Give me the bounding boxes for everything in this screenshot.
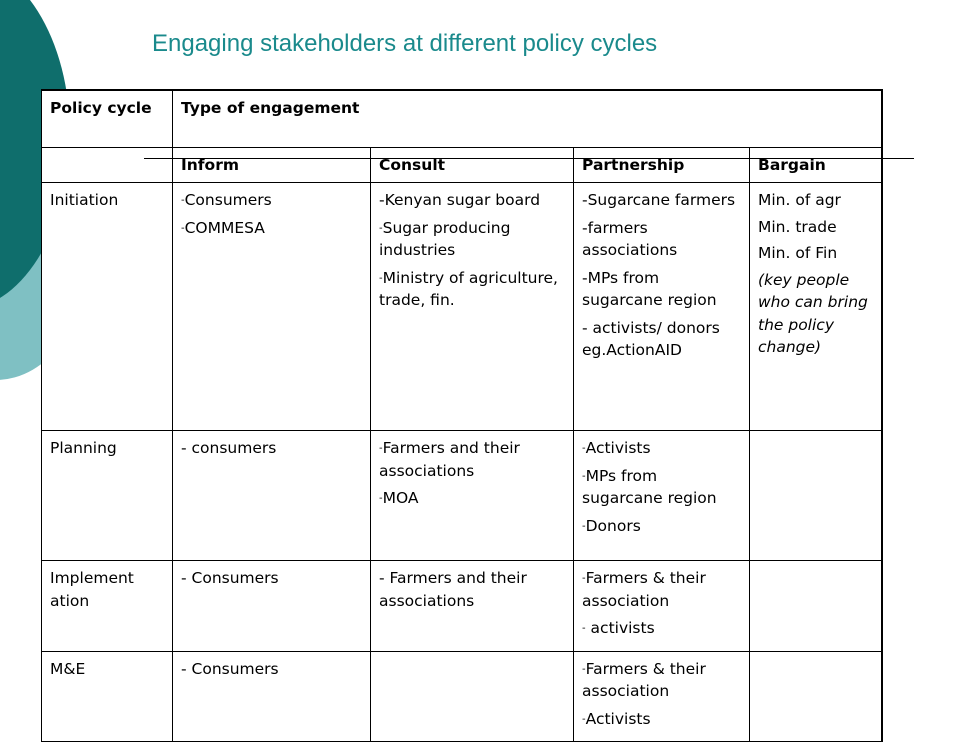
- bullet-dash: -: [379, 272, 383, 284]
- inform-cell: [173, 651, 371, 741]
- bullet-dash: -: [582, 443, 586, 455]
- header-row-main: [42, 90, 882, 148]
- bullet-dash: -: [582, 573, 586, 585]
- table-row-initiation: [42, 183, 882, 431]
- stakeholder-table: [41, 89, 883, 742]
- bullet-dash: -: [582, 663, 586, 675]
- inform-cell: [173, 183, 371, 431]
- consult-cell: [371, 183, 574, 431]
- list-item: -Donors: [582, 516, 641, 535]
- partnership-cell: [574, 431, 750, 561]
- slide-title: Engaging stakeholders at different policy cycles: [152, 30, 658, 57]
- list-item: -Ministry of agriculture, trade, fin.: [379, 268, 558, 310]
- list-item: -Activists: [582, 439, 651, 458]
- list-item: Min. of Fin: [758, 244, 838, 263]
- bullet-dash: -: [181, 195, 185, 207]
- header-row-columns: [42, 148, 882, 183]
- list-item: Min. trade: [758, 217, 837, 236]
- list-item: -Farmers and their associations: [379, 439, 520, 480]
- list-item: -Kenyan sugar board: [379, 191, 541, 210]
- bargain-cell: [750, 183, 882, 431]
- consult-cell: [371, 431, 574, 561]
- list-item: -Farmers & their association: [582, 659, 706, 701]
- consult-cell: [371, 651, 574, 741]
- partnership-cell: [574, 561, 750, 651]
- list-item: -Activists: [582, 709, 651, 728]
- list-item: Min. of agr: [758, 191, 841, 210]
- cycle-cell: Planning: [42, 431, 173, 561]
- bullet-dash: -: [379, 493, 383, 505]
- bargain-cell: [750, 561, 882, 651]
- bullet-dash: -: [582, 470, 586, 482]
- table-row-implementation: [42, 561, 882, 651]
- cycle-cell: M&E: [42, 651, 173, 741]
- header-divider-line: [144, 158, 914, 159]
- bullet-dash: -: [379, 443, 383, 455]
- list-item: -COMMESA: [181, 218, 265, 237]
- table-row-planning: [42, 431, 882, 561]
- list-item: - activists: [582, 619, 655, 638]
- list-item: - Farmers and their associations: [379, 569, 527, 610]
- cycle-cell: Implement ation: [42, 561, 173, 651]
- inform-cell: [173, 431, 371, 561]
- list-item: -Consumers: [181, 191, 272, 210]
- bargain-cell: [750, 651, 882, 741]
- consult-cell: [371, 561, 574, 651]
- header-empty-cell: [42, 148, 173, 183]
- inform-cell: [173, 561, 371, 651]
- partnership-cell: [574, 651, 750, 741]
- list-item: - consumers: [181, 439, 277, 458]
- header-consult: Consult: [371, 148, 574, 183]
- list-item: -MPs from sugarcane region: [582, 268, 717, 310]
- list-item-note: (key people who can bring the policy change): [758, 270, 868, 357]
- bullet-dash: -: [582, 623, 586, 635]
- list-item: -MOA: [379, 489, 419, 508]
- list-item: -MPs from sugarcane region: [582, 466, 717, 508]
- list-item: - Consumers: [181, 659, 279, 678]
- bullet-dash: -: [379, 222, 383, 234]
- cycle-cell: Initiation: [42, 183, 173, 431]
- list-item: -farmers associations: [582, 218, 678, 260]
- header-bargain: Bargain: [750, 148, 882, 183]
- list-item: -Sugarcane farmers: [582, 191, 736, 210]
- table-row-me: [42, 651, 882, 741]
- partnership-cell: [574, 183, 750, 431]
- header-policy-cycle: Policy cycle: [42, 90, 173, 148]
- list-item: -Farmers & their association: [582, 569, 706, 610]
- header-type-of-engagement: Type of engagement: [173, 90, 882, 148]
- bargain-cell: [750, 431, 882, 561]
- list-item: -Sugar producing industries: [379, 218, 511, 260]
- list-item: - activists/ donors eg.ActionAID: [582, 318, 720, 360]
- bullet-dash: -: [181, 222, 185, 234]
- header-inform: Inform: [173, 148, 371, 183]
- bullet-dash: -: [582, 713, 586, 725]
- bullet-dash: -: [582, 520, 586, 532]
- header-partnership: Partnership: [574, 148, 750, 183]
- list-item: - Consumers: [181, 569, 279, 588]
